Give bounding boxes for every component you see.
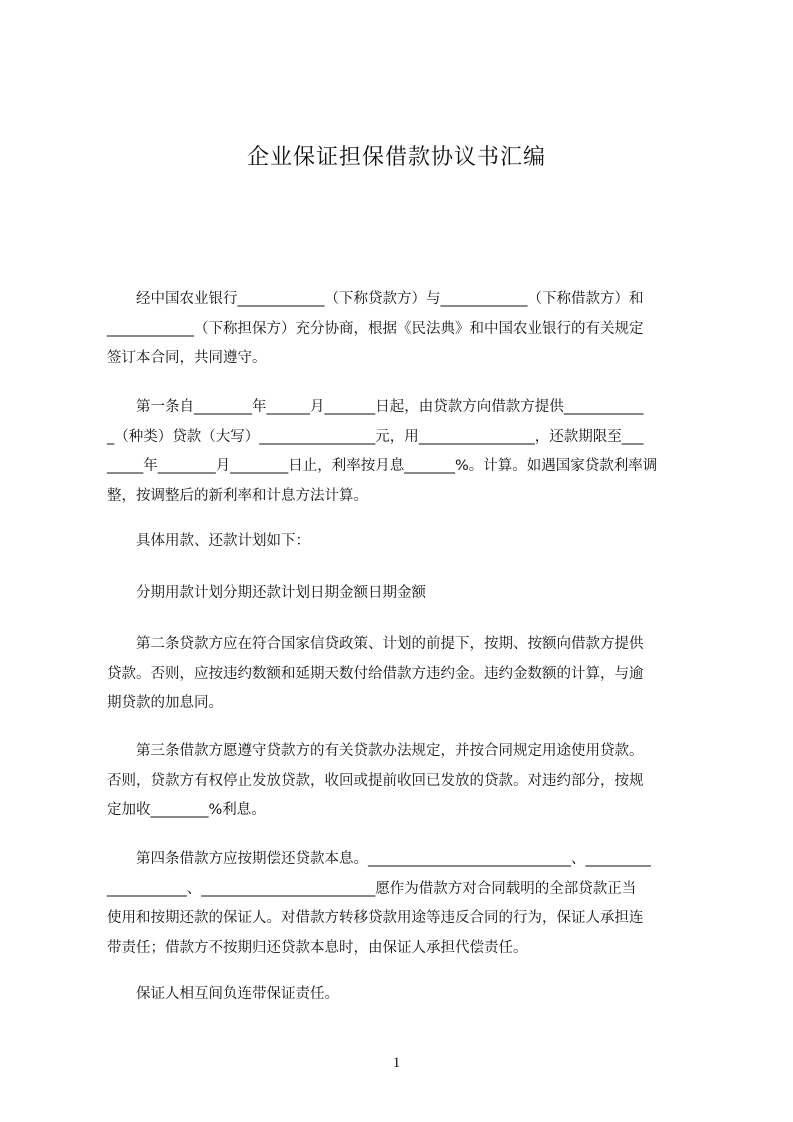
document-title: 企业保证担保借款协议书汇编 — [246, 145, 546, 170]
guarantor-note — [107, 980, 701, 1010]
text-line: 第二条贷款方应在符合国家信贷政策、计划的前提下，按期、按额向借款方提供 — [107, 636, 644, 652]
article-2-paragraph — [107, 630, 701, 719]
preamble-paragraph — [107, 285, 701, 374]
text-line: 使用和按期还款的保证人。对借款方转移贷款用途等违反合同的行为，保证人承担连 — [107, 910, 644, 926]
text-line: 否则，贷款方有权停止发放贷款，收回或提前收回已发放的贷款。对违约部分，按规 — [107, 772, 644, 789]
article-1-paragraph — [107, 393, 701, 511]
text-line: _（种类）贷款（大写）________________元，用________________，还款期限至___ — [107, 428, 644, 445]
text-line: 贷款。否则，应按违约数额和延期天数付给借款方违约金。违约金数额的计算，与逾 — [107, 665, 644, 682]
text-line: 第三条借款方愿遵守贷款方的有关贷款办法规定，并按合同规定用途使用贷款。 — [107, 743, 644, 759]
text-line: _____年________月________日止，利率按月息_______%。计算。如遇国家贷款利率调 — [107, 458, 658, 474]
text-line: 定加收________%利息。 — [107, 802, 266, 818]
text-line: 经中国农业银行____________（下称贷款方）与____________（下称借款方）和 — [107, 291, 644, 307]
article-3-paragraph — [107, 737, 701, 826]
text-line: ___________、________________________愿作为借款方对合同载明的全部贷款正当 — [107, 880, 637, 897]
page-number: 1 — [392, 1055, 401, 1071]
text-line: 期贷款的加息同。 — [107, 695, 223, 711]
plan-table-headers — [107, 579, 701, 609]
text-line: 签订本合同，共同遵守。 — [107, 350, 267, 366]
article-4-paragraph — [107, 845, 701, 963]
plan-intro — [107, 527, 701, 557]
text-line: 第一条自________年______月_______日起，由贷款方向借款方提供___________ — [107, 399, 644, 415]
text-line: 第四条借款方应按期偿还贷款本息。____________________________、_________ — [107, 851, 651, 867]
text-line: 整，按调整后的新利率和计息方法计算。 — [107, 487, 368, 504]
text-line: 具体用款、还款计划如下： — [107, 533, 310, 549]
text-line: 分期用款计划分期还款计划日期金额日期金额 — [107, 585, 426, 601]
text-line: 带责任；借款方不按期归还贷款本息时，由保证人承担代偿责任。 — [107, 939, 528, 956]
text-line: 保证人相互间负连带保证责任。 — [107, 986, 339, 1002]
text-line: ____________（下称担保方）充分协商，根据《民法典》和中国农业银行的有关规定 — [107, 320, 644, 337]
